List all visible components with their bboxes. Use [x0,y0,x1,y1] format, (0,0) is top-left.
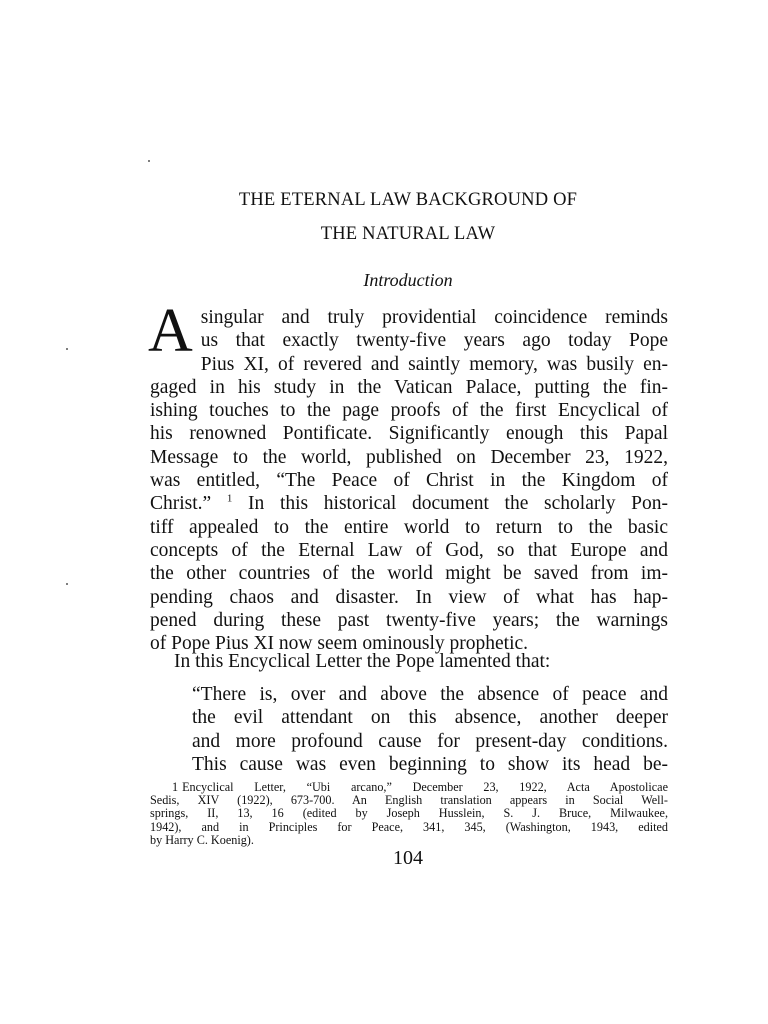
footnote-reference: 1 [226,492,233,505]
text-line: pending chaos and disaster. In view of what has hap- [150,586,668,608]
text-line: concepts of the Eternal Law of God, so that Europe and [150,539,668,561]
footnote-text: Encyclical Letter, “Ubi arcano,” December 23, 1922, Acta Apostolicae [182,780,668,794]
text-line: pened during these past twenty-five years; the warnings [150,609,668,631]
paragraph-introduction [148,297,669,655]
footnote-line: by Harry C. Koenig). [150,832,254,847]
text-line: of Pope Pius XI now seem ominously prophetic. [150,633,529,655]
page-number: 104 [393,847,423,869]
text-line: ishing touches to the page proofs of the first Encyclical of [150,400,668,422]
footnote-line: springs, II, 13, 16 (edited by Joseph Husslein, S. J. Bruce, Milwaukee, [150,806,668,821]
text-line: was entitled, “The Peace of Christ in the Kingdom of [150,470,668,492]
text-line: Pius XI, of revered and saintly memory, was busily en- [200,353,668,375]
text-line-with-footnote [150,492,668,515]
quote-line: This cause was even beginning to show its head be- [192,753,668,775]
text-line: the other countries of the world might be saved from im- [150,563,668,585]
footnote-line: Sedis, XIV (1922), 673-700. An English translation appears in Social Well- [150,793,668,808]
scan-speck [66,348,68,350]
quote-line: the evil attendant on this absence, another deeper [192,707,668,729]
text-fragment: Christ.” [150,493,212,515]
text-line: his renowned Pontificate. Significantly enough this Papal [150,423,668,445]
quote-line: and more profound cause for present-day conditions. [192,730,668,752]
chapter-title-line-1: THE ETERNAL LAW BACKGROUND OF [238,190,578,210]
footnote [150,781,668,847]
quote-line: “There is, over and above the absence of peace and [192,684,668,705]
text-line: singular and truly providential coincidence reminds [200,307,668,328]
section-heading: Introduction [363,270,453,290]
text-line: tiff appealed to the entire world to return to the basic [150,516,668,538]
chapter-title-line-2: THE NATURAL LAW [320,224,496,244]
footnote-number: 1 [172,780,179,794]
drop-cap: A [148,297,193,365]
paragraph-lament: In this Encyclical Letter the Pope lamented that: [174,651,551,672]
scan-speck [148,160,150,162]
text-fragment: In this historical document the scholarly Pon- [232,493,669,515]
text-line: Message to the world, published on December 23, 1922, [150,446,668,468]
footnote-line: 1942), and in Principles for Peace, 341, 345, (Washington, 1943, edited [150,819,668,834]
text-line: us that exactly twenty-five years ago today Pope [200,330,668,352]
scan-speck [66,583,68,585]
text-line: gaged in his study in the Vatican Palace, putting the fin- [150,376,668,398]
block-quote [192,683,668,776]
